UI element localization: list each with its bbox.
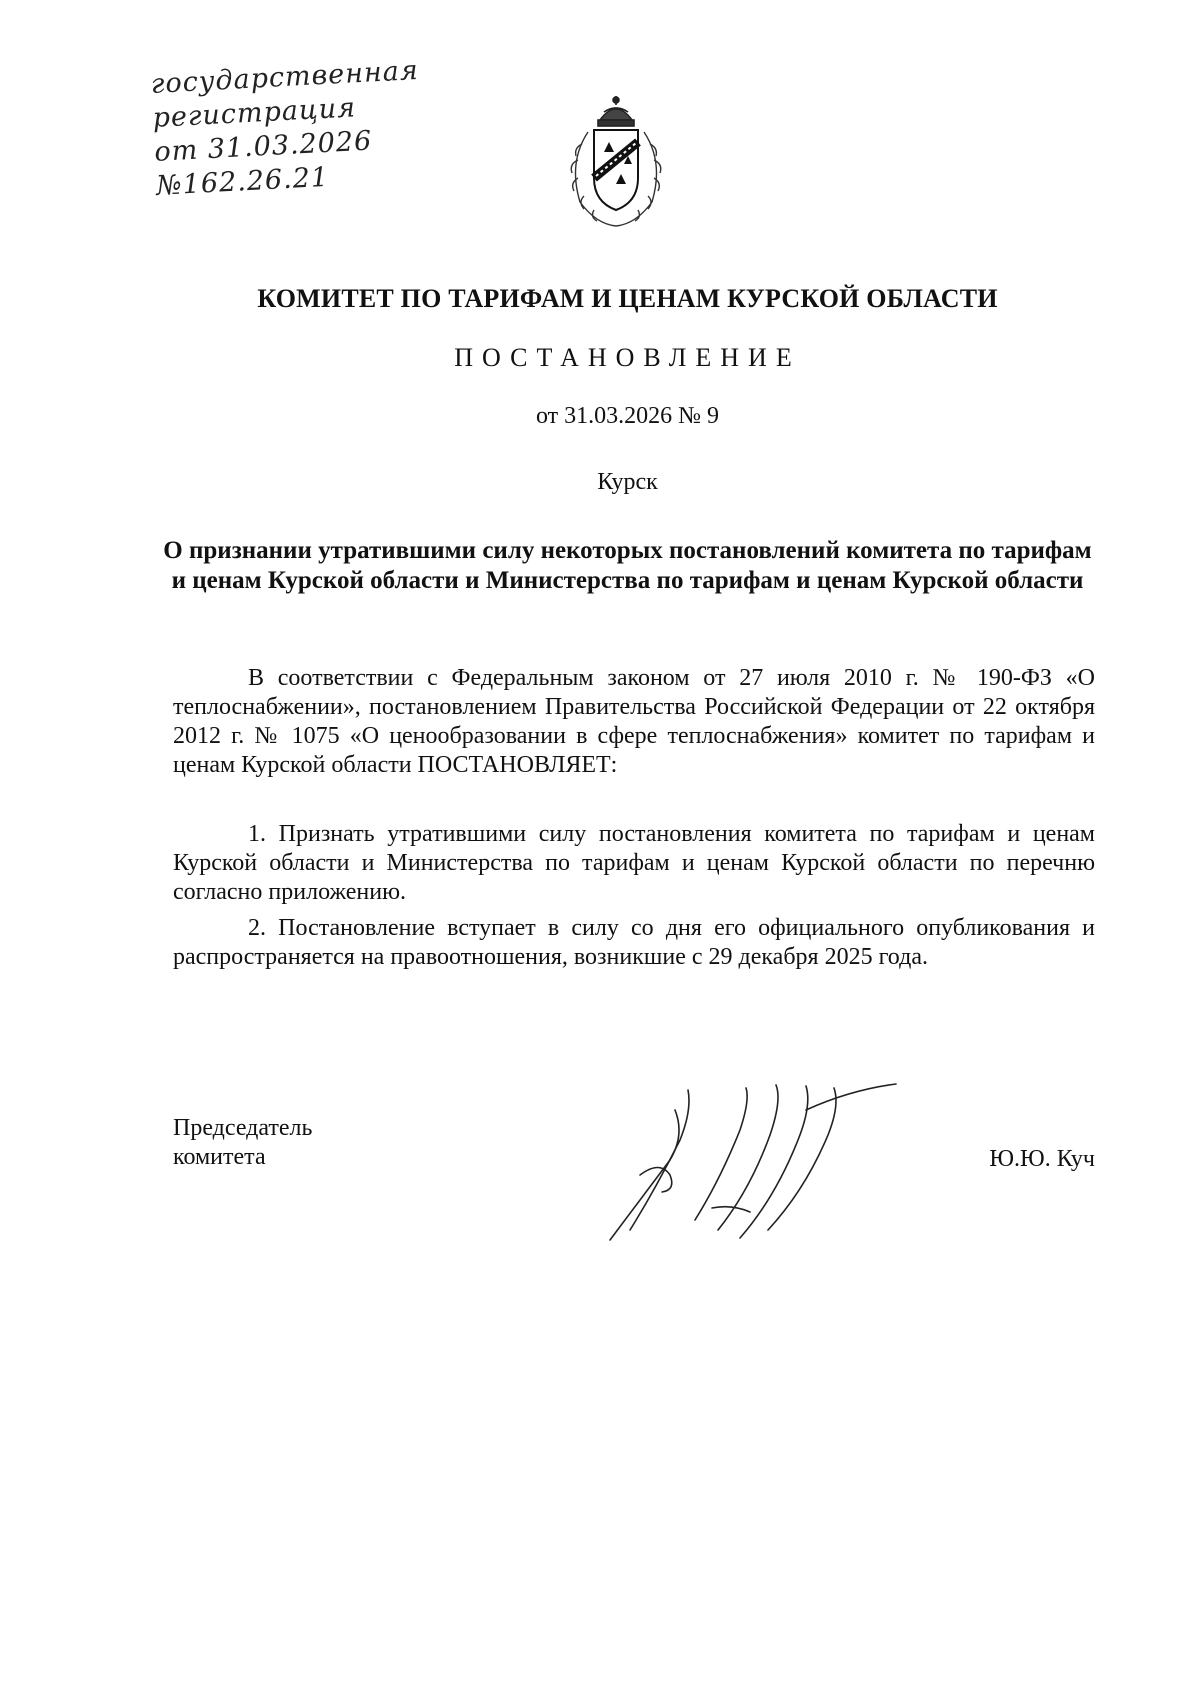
signatory-position <box>173 1114 312 1172</box>
handwritten-signature <box>600 1080 900 1250</box>
document-city: Курск <box>597 469 658 495</box>
handwritten-registration-note <box>150 51 477 204</box>
handwritten-line: регистрация <box>151 92 357 134</box>
document-title: О признании утратившими силу некоторых постановлений комитета по тарифам и ценам Курской области и Министерства по тарифам и ценам Курской области <box>163 537 1092 594</box>
item-1-paragraph: 1. Признать утратившими силу постановления комитета по тарифам и ценам Курской области и Министерства по тарифам и ценам Курской области по перечню согласно приложению. <box>173 821 1095 905</box>
handwritten-line: государственная <box>150 54 420 100</box>
signatory-name: Ю.Ю. Куч <box>989 1146 1095 1172</box>
intro-paragraph: В соответствии с Федеральным законом от 27 июля 2010 г. № 190-ФЗ «О теплоснабжении», постановлением Правительства Российской Федерации от 22 октября 2012 г. № 1075 «О ценообразовании в сфере теплоснабжения» комитет по тарифам и ценам Курской области ПОСТАНОВЛЯЕТ: <box>173 665 1095 778</box>
handwritten-line: №162.26.21 <box>155 161 330 202</box>
handwritten-line: от 31.03.2026 <box>153 125 373 168</box>
committee-heading: КОМИТЕТ ПО ТАРИФАМ И ЦЕНАМ КУРСКОЙ ОБЛАСТИ <box>257 284 998 313</box>
signatory-position-line: Председатель <box>173 1115 313 1141</box>
signatory-position-line: комитета <box>173 1144 266 1170</box>
kursk-coat-of-arms-icon <box>560 92 672 232</box>
item-2-paragraph: 2. Постановление вступает в силу со дня его официального опубликования и распространяется на правоотношения, возникшие с 29 декабря 2025 года. <box>173 915 1095 970</box>
document-type-heading: ПОСТАНОВЛЕНИЕ <box>454 343 801 372</box>
document-date-number: от 31.03.2026 № 9 <box>535 403 720 429</box>
